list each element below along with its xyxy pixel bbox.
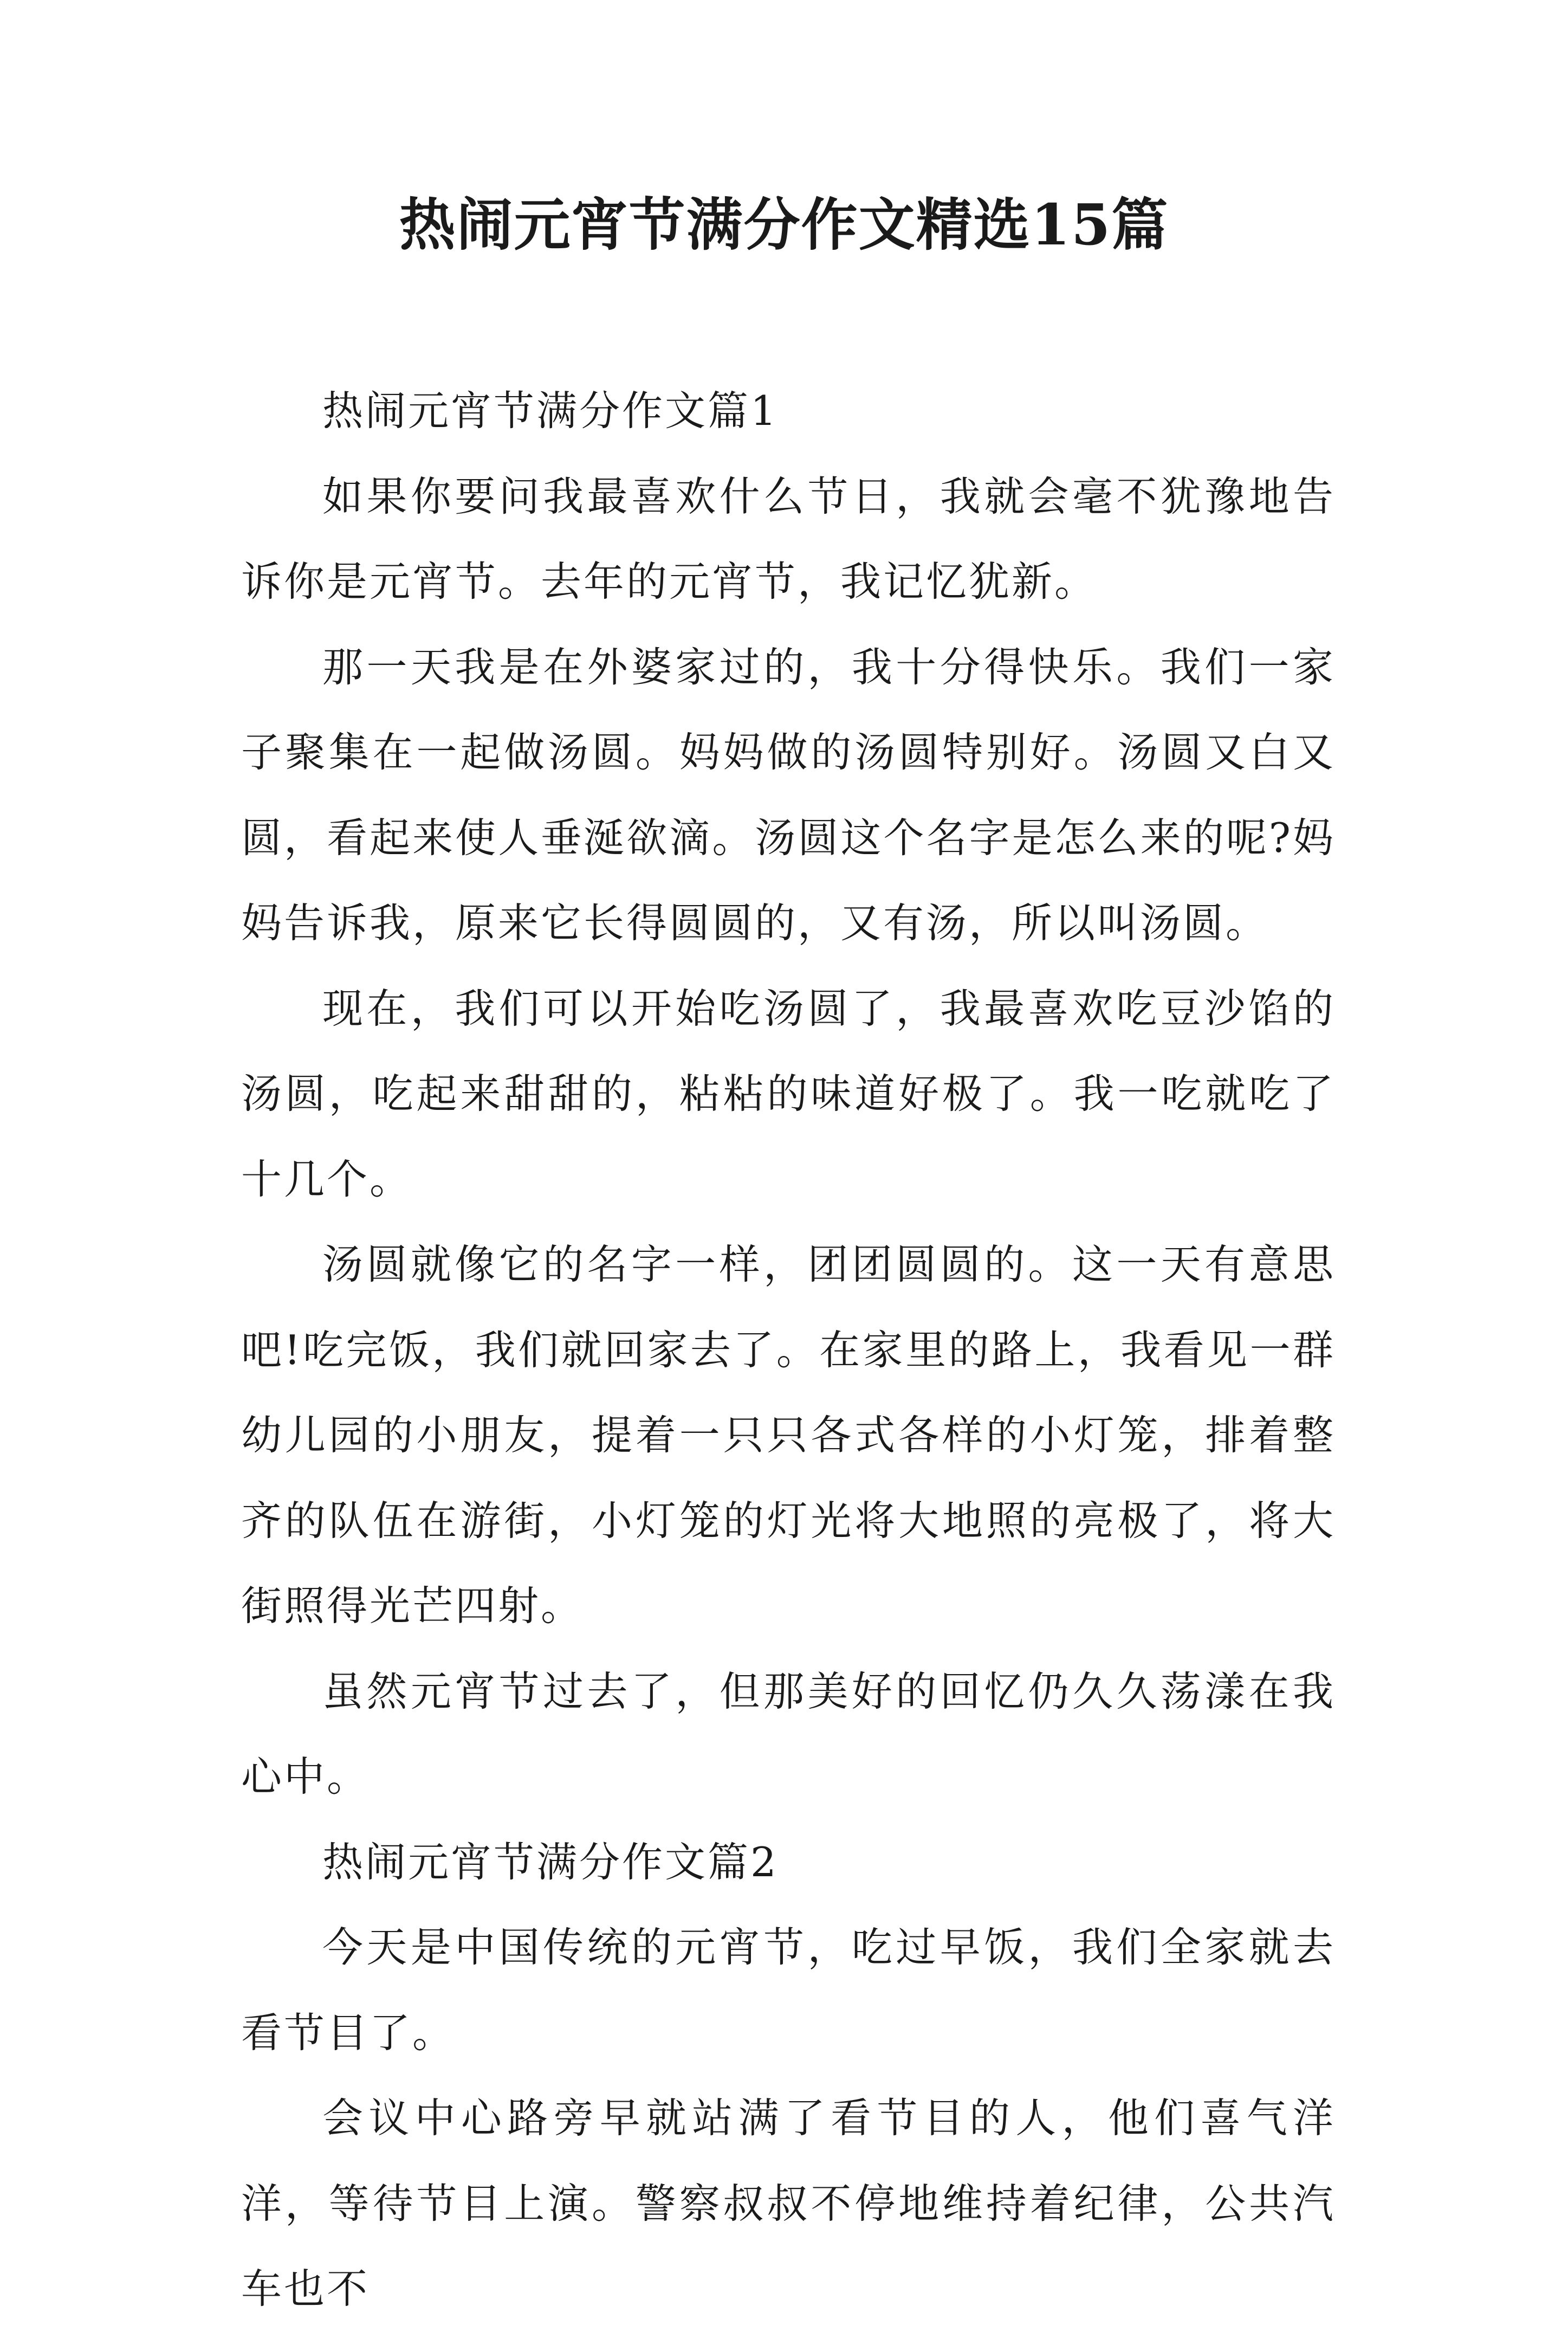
paragraph: 会议中心路旁早就站满了看节目的人，他们喜气洋洋，等待节目上演。警察叔叔不停地维持着纪律，公共汽车也不 — [241, 2094, 1336, 2312]
paragraph: 今天是中国传统的元宵节，吃过早饭，我们全家就去看节目了。 — [241, 1923, 1336, 2057]
paragraph: 汤圆就像它的名字一样，团团圆圆的。这一天有意思吧!吃完饭，我们就回家去了。在家里的路上，我看见一群幼儿园的小朋友，提着一只只各式各样的小灯笼，排着整齐的队伍在游街，小灯笼的灯光将大地照的亮极了，将大街照得光芒四射。 — [241, 1241, 1336, 1630]
paragraph: 那一天我是在外婆家过的，我十分得快乐。我们一家子聚集在一起做汤圆。妈妈做的汤圆特别好。汤圆又白又圆，看起来使人垂涎欲滴。汤圆这个名字是怎么来的呢?妈妈告诉我，原来它长得圆圆的，又有汤，所以叫汤圆。 — [241, 643, 1336, 947]
document-body — [241, 369, 1336, 2332]
document-title: 热闹元宵节满分作文精选15篇 — [399, 191, 1169, 258]
section-heading: 热闹元宵节满分作文篇2 — [322, 1838, 779, 1886]
paragraph: 现在，我们可以开始吃汤圆了，我最喜欢吃豆沙馅的汤圆，吃起来甜甜的，粘粘的味道好极了。我一吃就吃了十几个。 — [241, 984, 1336, 1203]
section-heading: 热闹元宵节满分作文篇1 — [322, 387, 779, 435]
paragraph: 如果你要问我最喜欢什么节日，我就会毫不犹豫地告诉你是元宵节。去年的元宵节，我记忆犹新。 — [241, 472, 1336, 605]
paragraph: 虽然元宵节过去了，但那美好的回忆仍久久荡漾在我心中。 — [241, 1667, 1336, 1800]
